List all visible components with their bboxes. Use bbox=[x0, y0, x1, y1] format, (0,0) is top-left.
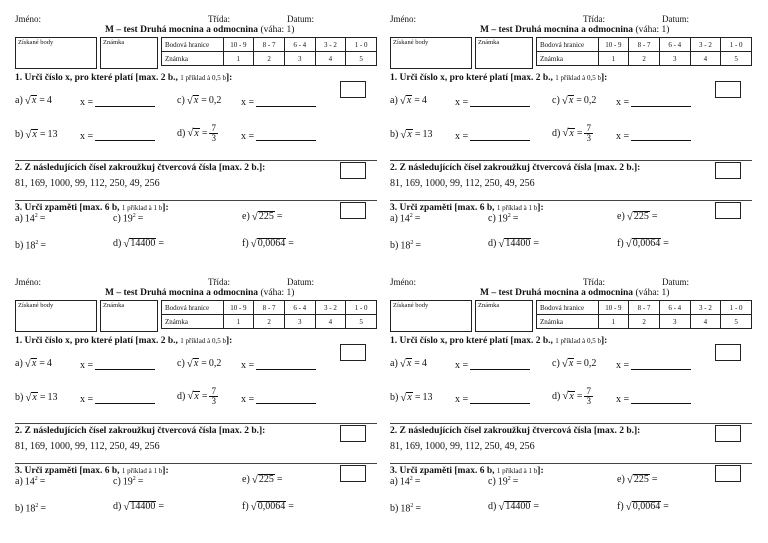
grade-table: Bodová hranice 10 - 9 8 - 7 6 - 4 3 - 2 1 - 0 Známka 1 2 3 4 5 bbox=[536, 300, 752, 329]
divider bbox=[15, 160, 377, 161]
class-label: Třída: bbox=[583, 14, 605, 24]
task3-item-d[interactable]: d) √ 14400 = bbox=[488, 237, 540, 250]
task1-answer-c[interactable]: x = bbox=[241, 360, 316, 371]
task3-item-f[interactable]: f) √ 0,0064 = bbox=[617, 237, 669, 250]
task3-item-e[interactable]: e) √ 225 = bbox=[617, 473, 658, 486]
task3-item-b[interactable]: b) $18^2$ = bbox=[390, 240, 421, 252]
grade-box: Známka bbox=[100, 300, 158, 332]
worksheet-top-left bbox=[15, 12, 377, 274]
points-box: Získané body bbox=[15, 300, 97, 332]
task1-item-c: c) √ x = 0,2 bbox=[552, 357, 597, 370]
task2-heading: 2. Z následujících čísel zakroužkuj čtvercová čísla [max. 2 b.]: bbox=[390, 426, 641, 436]
task3-item-a[interactable]: a) $14^2$ = bbox=[390, 476, 421, 488]
task1-item-d: d) √ x = $\frac{7}{3}$ bbox=[552, 386, 591, 406]
task1-item-b: b) √ x = 13 bbox=[390, 391, 433, 404]
task2-numbers: 81, 169, 1000, 99, 112, 250, 49, 256 bbox=[15, 441, 160, 452]
name-label: Jméno: bbox=[15, 14, 41, 24]
task3-item-e[interactable]: e) √ 225 = bbox=[242, 210, 283, 223]
task3-item-a[interactable]: a) $14^2$ = bbox=[390, 213, 421, 225]
date-label: Datum: bbox=[287, 277, 314, 287]
class-label: Třída: bbox=[583, 277, 605, 287]
task2-score-box[interactable] bbox=[340, 162, 366, 179]
test-title: M – test Druhá mocnina a odmocnina (váha: 1) bbox=[105, 25, 295, 35]
points-box: Získané body bbox=[15, 37, 97, 69]
test-title: M – test Druhá mocnina a odmocnina (váha: 1) bbox=[480, 25, 670, 35]
divider bbox=[390, 160, 752, 161]
task1-heading: 1. Urči číslo x, pro které platí [max. 2 b., 1 příklad à 0,5 b]: bbox=[390, 73, 608, 83]
task2-heading: 2. Z následujících čísel zakroužkuj čtvercová čísla [max. 2 b.]: bbox=[15, 426, 266, 436]
task3-item-b[interactable]: b) $18^2$ = bbox=[15, 503, 46, 515]
test-title: M – test Druhá mocnina a odmocnina (váha: 1) bbox=[105, 288, 295, 298]
task1-heading: 1. Urči číslo x, pro které platí [max. 2 b., 1 příklad à 0,5 b]: bbox=[15, 336, 233, 346]
task1-answer-b[interactable]: x = bbox=[80, 131, 155, 142]
divider bbox=[390, 200, 752, 201]
task1-item-b: b) √ x = 13 bbox=[15, 128, 58, 141]
task2-score-box[interactable] bbox=[340, 425, 366, 442]
task1-answer-d[interactable]: x = bbox=[616, 131, 691, 142]
task3-heading: 3. Urči zpaměti [max. 6 b, 1 příklad à 1 b]: bbox=[390, 203, 544, 213]
task1-item-c: c) √ x = 0,2 bbox=[177, 357, 222, 370]
task2-score-box[interactable] bbox=[715, 162, 741, 179]
task3-item-c[interactable]: c) $19^2$ = bbox=[488, 476, 519, 488]
task1-heading: 1. Urči číslo x, pro které platí [max. 2 b., 1 příklad à 0,5 b]: bbox=[390, 336, 608, 346]
task1-answer-a[interactable]: x = bbox=[80, 97, 155, 108]
task2-numbers: 81, 169, 1000, 99, 112, 250, 49, 256 bbox=[390, 441, 535, 452]
task1-item-b: b) √ x = 13 bbox=[15, 391, 58, 404]
task1-answer-b[interactable]: x = bbox=[455, 131, 530, 142]
task3-score-box[interactable] bbox=[715, 465, 741, 482]
grade-box: Známka bbox=[475, 37, 533, 69]
divider bbox=[15, 463, 377, 464]
task2-numbers: 81, 169, 1000, 99, 112, 250, 49, 256 bbox=[15, 178, 160, 189]
task3-item-f[interactable]: f) √ 0,0064 = bbox=[617, 500, 669, 513]
task3-item-e[interactable]: e) √ 225 = bbox=[242, 473, 283, 486]
task1-score-box[interactable] bbox=[715, 344, 741, 361]
test-title: M – test Druhá mocnina a odmocnina (váha: 1) bbox=[480, 288, 670, 298]
grade-table: Bodová hranice 10 - 9 8 - 7 6 - 4 3 - 2 1 - 0 Známka 1 2 3 4 5 bbox=[161, 37, 377, 66]
task1-score-box[interactable] bbox=[715, 81, 741, 98]
task1-answer-a[interactable]: x = bbox=[455, 360, 530, 371]
name-label: Jméno: bbox=[390, 14, 416, 24]
grade-box: Známka bbox=[100, 37, 158, 69]
task3-item-c[interactable]: c) $19^2$ = bbox=[113, 213, 144, 225]
task3-item-f[interactable]: f) √ 0,0064 = bbox=[242, 237, 294, 250]
date-label: Datum: bbox=[662, 14, 689, 24]
task3-item-c[interactable]: c) $19^2$ = bbox=[113, 476, 144, 488]
task2-heading: 2. Z následujících čísel zakroužkuj čtvercová čísla [max. 2 b.]: bbox=[15, 163, 266, 173]
task3-item-b[interactable]: b) $18^2$ = bbox=[390, 503, 421, 515]
task3-item-c[interactable]: c) $19^2$ = bbox=[488, 213, 519, 225]
task1-item-c: c) √ x = 0,2 bbox=[552, 94, 597, 107]
task1-answer-d[interactable]: x = bbox=[241, 131, 316, 142]
task1-answer-b[interactable]: x = bbox=[455, 394, 530, 405]
task3-item-d[interactable]: d) √ 14400 = bbox=[113, 237, 165, 250]
points-box: Získané body bbox=[390, 37, 472, 69]
task3-score-box[interactable] bbox=[340, 465, 366, 482]
divider bbox=[15, 200, 377, 201]
task1-item-a: a) √ x = 4 bbox=[15, 357, 52, 370]
task1-answer-c[interactable]: x = bbox=[616, 360, 691, 371]
grade-box: Známka bbox=[475, 300, 533, 332]
task2-numbers: 81, 169, 1000, 99, 112, 250, 49, 256 bbox=[390, 178, 535, 189]
task1-score-box[interactable] bbox=[340, 344, 366, 361]
worksheet-bottom-left bbox=[15, 275, 377, 537]
task3-score-box[interactable] bbox=[340, 202, 366, 219]
task3-item-e[interactable]: e) √ 225 = bbox=[617, 210, 658, 223]
worksheet-bottom-right bbox=[390, 275, 752, 537]
task1-answer-c[interactable]: x = bbox=[616, 97, 691, 108]
worksheet-top-right bbox=[390, 12, 752, 274]
name-label: Jméno: bbox=[390, 277, 416, 287]
task1-item-d: d) √ x = $\frac{7}{3}$ bbox=[177, 123, 216, 143]
task3-item-d[interactable]: d) √ 14400 = bbox=[113, 500, 165, 513]
points-box: Získané body bbox=[390, 300, 472, 332]
task3-item-f[interactable]: f) √ 0,0064 = bbox=[242, 500, 294, 513]
task1-answer-d[interactable]: x = bbox=[241, 394, 316, 405]
task3-heading: 3. Urči zpaměti [max. 6 b, 1 příklad à 1 b]: bbox=[390, 466, 544, 476]
name-label: Jméno: bbox=[15, 277, 41, 287]
task1-answer-b[interactable]: x = bbox=[80, 394, 155, 405]
task1-answer-a[interactable]: x = bbox=[80, 360, 155, 371]
task3-item-a[interactable]: a) $14^2$ = bbox=[15, 213, 46, 225]
task1-item-a: a) √ x = 4 bbox=[15, 94, 52, 107]
task3-item-d[interactable]: d) √ 14400 = bbox=[488, 500, 540, 513]
divider bbox=[390, 463, 752, 464]
task1-item-d: d) √ x = $\frac{7}{3}$ bbox=[552, 123, 591, 143]
task1-score-box[interactable] bbox=[340, 81, 366, 98]
task2-score-box[interactable] bbox=[715, 425, 741, 442]
grade-table: Bodová hranice 10 - 9 8 - 7 6 - 4 3 - 2 1 - 0 Známka 1 2 3 4 5 bbox=[536, 37, 752, 66]
task3-heading: 3. Urči zpaměti [max. 6 b, 1 příklad à 1 b]: bbox=[15, 466, 169, 476]
divider bbox=[390, 423, 752, 424]
class-label: Třída: bbox=[208, 277, 230, 287]
class-label: Třída: bbox=[208, 14, 230, 24]
date-label: Datum: bbox=[287, 14, 314, 24]
task1-item-a: a) √ x = 4 bbox=[390, 357, 427, 370]
task1-item-a: a) √ x = 4 bbox=[390, 94, 427, 107]
task1-heading: 1. Urči číslo x, pro které platí [max. 2 b., 1 příklad à 0,5 b]: bbox=[15, 73, 233, 83]
task1-answer-d[interactable]: x = bbox=[616, 394, 691, 405]
divider bbox=[15, 423, 377, 424]
task2-heading: 2. Z následujících čísel zakroužkuj čtvercová čísla [max. 2 b.]: bbox=[390, 163, 641, 173]
task1-answer-a[interactable]: x = bbox=[455, 97, 530, 108]
task1-item-b: b) √ x = 13 bbox=[390, 128, 433, 141]
task1-item-c: c) √ x = 0,2 bbox=[177, 94, 222, 107]
task1-item-d: d) √ x = $\frac{7}{3}$ bbox=[177, 386, 216, 406]
grade-table: Bodová hranice 10 - 9 8 - 7 6 - 4 3 - 2 1 - 0 Známka 1 2 3 4 5 bbox=[161, 300, 377, 329]
task3-score-box[interactable] bbox=[715, 202, 741, 219]
task3-heading: 3. Urči zpaměti [max. 6 b, 1 příklad à 1 b]: bbox=[15, 203, 169, 213]
task3-item-b[interactable]: b) $18^2$ = bbox=[15, 240, 46, 252]
task1-answer-c[interactable]: x = bbox=[241, 97, 316, 108]
date-label: Datum: bbox=[662, 277, 689, 287]
task3-item-a[interactable]: a) $14^2$ = bbox=[15, 476, 46, 488]
